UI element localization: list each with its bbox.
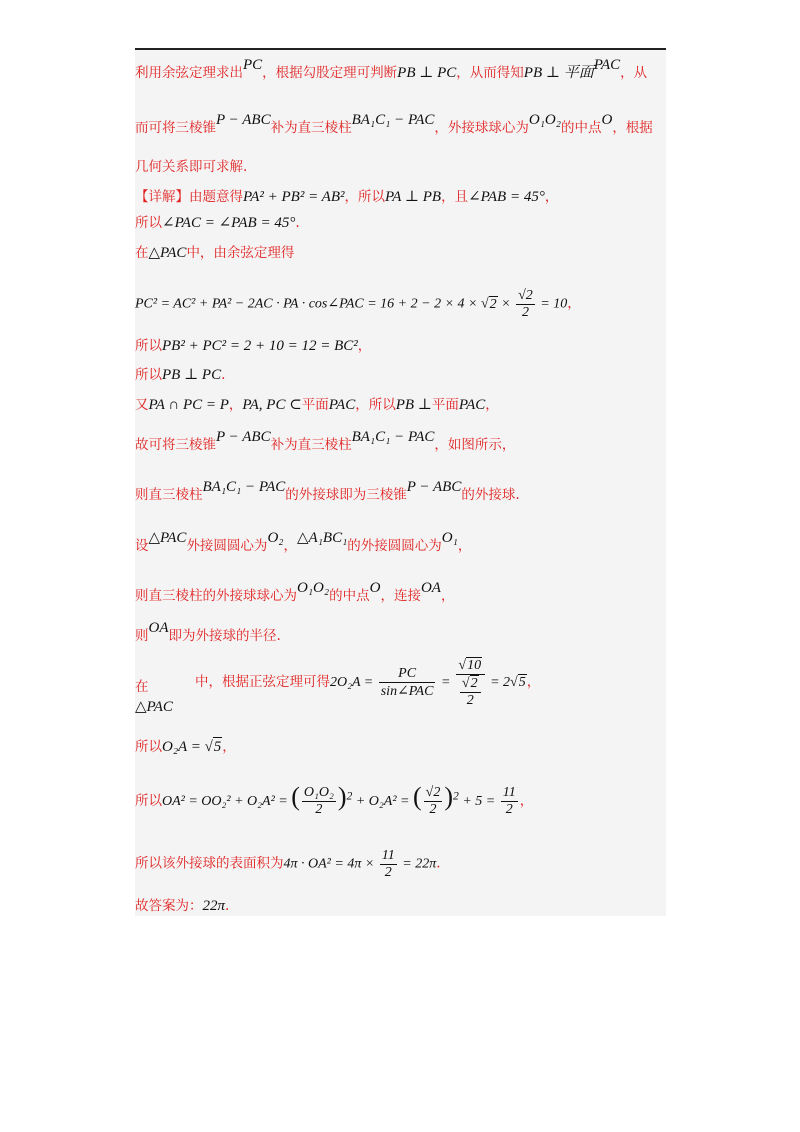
text: 所以 bbox=[135, 215, 162, 231]
line-16-label bbox=[135, 678, 195, 696]
inner-fraction: $\frac{√2}{2}$ bbox=[460, 675, 481, 709]
text: 平面 bbox=[431, 397, 459, 413]
text: ， bbox=[526, 674, 541, 691]
line-6 bbox=[135, 244, 666, 262]
text: 中，根据正弦定理可得 bbox=[195, 674, 330, 691]
math-angle-eq: ∠PAC = ∠PAB = 45° bbox=[162, 215, 296, 231]
math-answer: 22π bbox=[202, 898, 226, 914]
text: 的外接球. bbox=[461, 487, 520, 503]
text: ，如图所示， bbox=[434, 437, 516, 453]
sqrt-value: 5 bbox=[518, 675, 526, 691]
math-pac: PAC bbox=[593, 57, 621, 73]
frac-den: 2 bbox=[315, 802, 323, 818]
line-11 bbox=[135, 429, 666, 454]
text: 在 bbox=[135, 679, 149, 695]
math-triangle: △PAC bbox=[135, 699, 173, 715]
math-o2: O₂ bbox=[267, 530, 284, 546]
text: . bbox=[436, 855, 441, 872]
math-sum: PB² + PC² = 2 + 10 = 12 = BC² bbox=[162, 338, 358, 354]
text: 所以 bbox=[135, 739, 162, 755]
math-result: = 22π bbox=[398, 856, 437, 872]
math-prism: BA₁C₁ − PAC bbox=[202, 479, 286, 495]
frac-num: PC bbox=[379, 666, 436, 683]
text: 几何关系即可求解. bbox=[135, 159, 248, 175]
line-2 bbox=[135, 112, 666, 137]
line-5 bbox=[135, 214, 666, 232]
math-pb-perp-plane: PB ⊥ 平面 bbox=[523, 65, 594, 81]
text: ， bbox=[519, 793, 534, 809]
math-prism: BA₁C₁ − PAC bbox=[351, 112, 435, 128]
math-triangle: △PAC bbox=[148, 245, 187, 261]
math-pb-perp-pc: PB ⊥ PC bbox=[397, 65, 457, 81]
text: . bbox=[221, 367, 226, 383]
line-14 bbox=[135, 580, 666, 605]
math-oa: OA bbox=[420, 580, 441, 596]
math-lhs: 4π · OA² = 4π × bbox=[283, 856, 378, 872]
text: ， bbox=[357, 338, 372, 354]
text: 则直三棱柱的外接球球心为 bbox=[135, 588, 297, 604]
frac-den: 2 bbox=[505, 802, 513, 818]
text: ，连接 bbox=[380, 588, 421, 604]
math-op: + 5 = bbox=[458, 794, 499, 809]
math-triangle: △PAC bbox=[148, 530, 187, 546]
text: 平面 bbox=[301, 397, 329, 413]
text: 的外接球即为三棱锥 bbox=[285, 487, 407, 503]
text: 故可将三棱锥 bbox=[135, 437, 216, 453]
text: . bbox=[225, 898, 230, 914]
math-intersect: PA ∩ PC = P bbox=[148, 397, 229, 413]
line-8 bbox=[135, 337, 666, 355]
math-fraction bbox=[501, 785, 518, 818]
text: 所以 bbox=[135, 793, 162, 809]
text: 的外接圆圆心为 bbox=[347, 538, 442, 554]
math-fraction-nested: $\frac{√10}{\frac{√2}{2}}$ bbox=[456, 657, 485, 709]
math-perp: PB ⊥ PC bbox=[162, 367, 222, 383]
text: 即为外接球的半径. bbox=[168, 628, 281, 644]
math-lhs: 2O₂A = bbox=[330, 675, 377, 691]
sqrt-value: 2 bbox=[470, 676, 478, 691]
math-o1: O₁ bbox=[441, 530, 458, 546]
text: 则 bbox=[135, 628, 149, 644]
math-pyramid: P − ABC bbox=[216, 112, 271, 128]
line-13 bbox=[135, 530, 666, 555]
sqrt-value: 5 bbox=[213, 739, 222, 755]
line-19-surface-area bbox=[135, 848, 441, 881]
math-op: = bbox=[437, 675, 454, 691]
frac-den: 2 bbox=[429, 802, 437, 818]
math-pac: PAC bbox=[328, 397, 356, 413]
text: ，根据 bbox=[612, 120, 653, 136]
line-17: 所以O₂A = √5， bbox=[135, 739, 236, 755]
frac-den: 2 bbox=[521, 305, 529, 320]
line-7-cosine-law: PC² = AC² + PA² − 2AC · PA · cos∠PAC = 16 + 2 − 2 × 4 × √2 × $\frac{√2}{2}$ = 10， bbox=[135, 288, 581, 320]
line-3 bbox=[135, 158, 666, 176]
math-pyramid: P − ABC bbox=[406, 479, 462, 495]
math-oa: OA bbox=[148, 620, 169, 636]
text: 利用余弦定理求出 bbox=[135, 65, 243, 81]
math-pc: PC bbox=[243, 57, 263, 73]
text: ， bbox=[544, 189, 559, 205]
text: 所以 bbox=[135, 367, 162, 383]
line-10 bbox=[135, 396, 666, 414]
math-o: O bbox=[601, 112, 613, 128]
math-subset: PA, PC ⊂ bbox=[242, 397, 302, 413]
text: 而可将三棱锥 bbox=[135, 120, 216, 136]
text: 则直三棱柱 bbox=[135, 487, 203, 503]
text: ， bbox=[440, 588, 455, 604]
text: ， bbox=[228, 397, 243, 413]
text: . bbox=[295, 215, 300, 231]
line-20-answer bbox=[135, 897, 666, 915]
frac-num: 11 bbox=[381, 848, 395, 863]
line-16-sine-law: 中，根据正弦定理可得2O₂A = $\frac{PC}{\text{sin∠PAC}}$ = $\frac{√10}{\frac{√2}{2}}$ = 2√5， bbox=[195, 658, 541, 708]
math-lhs: OA² = OO₂² + O₂A² = bbox=[162, 794, 292, 809]
math-fraction bbox=[424, 785, 443, 818]
math-o1o2: O₁O₂ bbox=[297, 580, 330, 596]
text: ，所以 bbox=[355, 397, 396, 413]
text: 【详解】由题意得 bbox=[135, 189, 243, 205]
frac-den: 2 bbox=[384, 865, 392, 880]
math-triangle2: △A₁BC₁ bbox=[297, 530, 348, 546]
math-fraction bbox=[379, 666, 436, 700]
text: 所以该外接球的表面积为 bbox=[135, 855, 284, 872]
math-pyramid: P − ABC bbox=[216, 429, 271, 445]
frac-num: 11 bbox=[502, 785, 516, 801]
math-pac: PAC bbox=[458, 397, 486, 413]
text: ，从 bbox=[620, 65, 648, 81]
text: 的中点 bbox=[329, 588, 370, 604]
line-1 bbox=[135, 57, 666, 82]
math-pb-perp: PB ⊥ bbox=[395, 397, 432, 413]
frac-num: O₁O₂ bbox=[303, 785, 334, 801]
math-prism: BA₁C₁ − PAC bbox=[351, 429, 435, 445]
text: ，所以 bbox=[344, 189, 386, 205]
text: 所以 bbox=[135, 338, 162, 354]
math-sqrt: 2 bbox=[489, 296, 497, 312]
text: ， bbox=[567, 295, 581, 312]
frac-num: √2 bbox=[518, 288, 533, 303]
line-12 bbox=[135, 479, 666, 504]
text: 的中点 bbox=[560, 120, 602, 136]
text: 又 bbox=[135, 397, 149, 413]
text: ， bbox=[485, 397, 499, 413]
line-15 bbox=[135, 620, 666, 645]
line-18-radius: 所以OA² = OO₂² + O₂A² = ( $\frac{\text{O₁O₂}}{2}$ )$^2$ + O₂A² = ( $\frac{√2}{2}$ )$^2$ + 5 = $\frac{11}{2}$ ， bbox=[135, 782, 534, 818]
text: ， bbox=[283, 538, 297, 554]
text: 故答案为： bbox=[135, 898, 203, 914]
math-o2a: O₂A = bbox=[162, 739, 205, 755]
text: 设 bbox=[135, 538, 149, 554]
math-lhs: PC² = AC² + PA² − 2AC · PA · cos∠PAC = 16 + 2 − 2 × 4 × bbox=[135, 296, 481, 312]
text: ，从而得知 bbox=[456, 65, 524, 81]
math-fraction bbox=[516, 288, 535, 321]
math-fraction bbox=[380, 848, 397, 881]
math-pa-perp-pb: PA ⊥ PB bbox=[385, 189, 442, 205]
math-o: O bbox=[369, 580, 381, 596]
text: ，且 bbox=[441, 189, 469, 205]
text: ，根据勾股定理可判断 bbox=[262, 65, 398, 81]
math-fraction bbox=[302, 785, 336, 818]
line-4 bbox=[135, 188, 666, 206]
math-pythag: PA² + PB² = AB² bbox=[243, 189, 345, 205]
frac-den: sin∠PAC bbox=[380, 684, 434, 699]
text: 在 bbox=[135, 245, 149, 261]
text: ， bbox=[457, 538, 472, 554]
math-result: = 10 bbox=[536, 296, 568, 312]
text: 补为直三棱柱 bbox=[270, 120, 352, 136]
text: ，外接球球心为 bbox=[434, 120, 529, 136]
text: ， bbox=[222, 739, 236, 755]
math-op: × bbox=[497, 296, 515, 312]
sqrt-value: 10 bbox=[467, 658, 482, 673]
frac-num: √2 bbox=[425, 785, 441, 801]
text: 中，由余弦定理得 bbox=[186, 245, 295, 261]
math-angle: ∠PAB = 45° bbox=[468, 189, 545, 205]
line-9 bbox=[135, 366, 666, 384]
frac-den: 2 bbox=[466, 693, 474, 708]
math-op: + O₂A² = bbox=[352, 794, 413, 809]
text: 补为直三棱柱 bbox=[270, 437, 352, 453]
text: 外接圆圆心为 bbox=[186, 538, 268, 554]
math-result: = 2 bbox=[486, 675, 511, 691]
math-o1o2: O₁O₂ bbox=[528, 112, 561, 128]
